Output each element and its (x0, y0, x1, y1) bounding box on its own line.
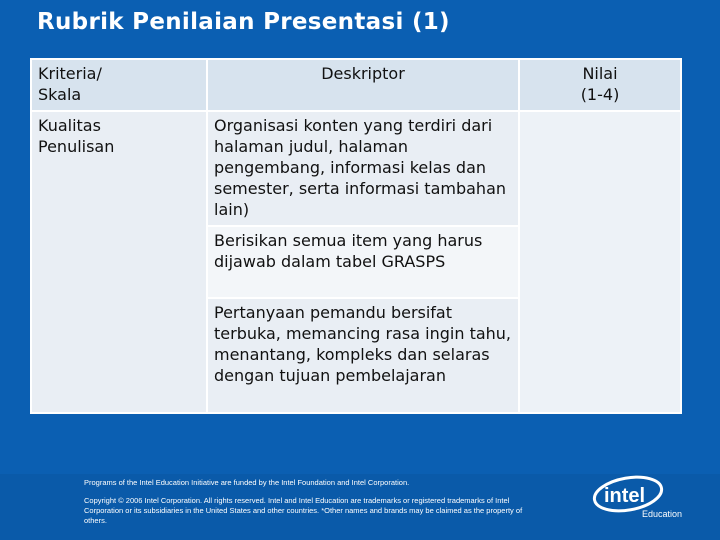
footer-funding-text: Programs of the Intel Education Initiative are funded by the Intel Foundation and Intel Corporation. (84, 478, 410, 487)
table-row (31, 111, 681, 226)
score-cell (519, 111, 681, 413)
footer-copyright-text: Copyright © 2006 Intel Corporation. All rights reserved. Intel and Intel Education are trademarks or registered trademarks of Intel Corporation or its subsidiaries in the United States and other countries. *Other names and brands may be claimed as the property of others. (84, 496, 523, 525)
descriptor-cell: Pertanyaan pemandu bersifat terbuka, memancing rasa ingin tahu, menantang, kompleks dan selaras dengan tujuan pembelajaran (207, 298, 519, 413)
table-header-row (31, 59, 681, 111)
header-criteria: Kriteria/ Skala (31, 59, 207, 111)
slide-title: Rubrik Penilaian Presentasi (1) (37, 9, 450, 35)
intel-logo (590, 470, 690, 530)
header-score: Nilai (1-4) (519, 59, 681, 111)
svg-text:intel: intel (604, 485, 646, 507)
descriptor-cell: Berisikan semua item yang harus dijawab dalam tabel GRASPS (207, 226, 519, 298)
criterion-cell: Kualitas Penulisan (31, 111, 207, 413)
descriptor-cell: Organisasi konten yang terdiri dari halaman judul, halaman pengembang, informasi kelas dan semester, serta informasi tambahan lain) (207, 111, 519, 226)
rubric-table (30, 58, 682, 414)
header-descriptor: Deskriptor (207, 59, 519, 111)
logo-education-label: Education (642, 509, 683, 519)
